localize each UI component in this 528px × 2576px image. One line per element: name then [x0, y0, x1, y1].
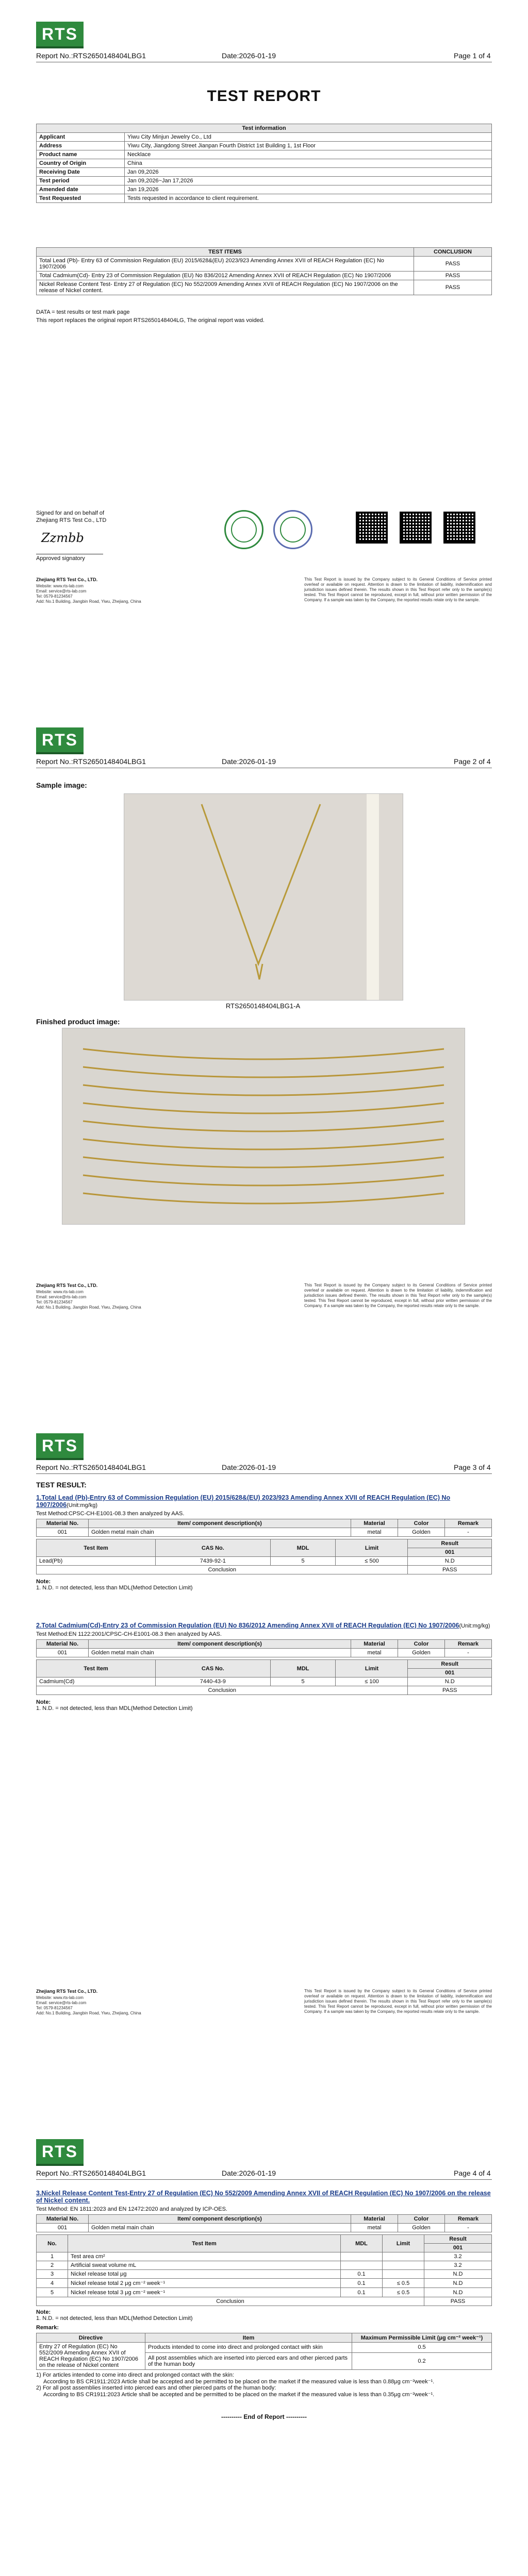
test-items-table — [36, 247, 492, 295]
col-header: Limit — [383, 2235, 424, 2252]
col-header: No. — [37, 2235, 68, 2252]
table-row — [37, 1557, 492, 1566]
test-item: Total Cadmium(Cd)- Entry 23 of Commission Regulation (EU) No 836/2012 Amending Annex XVII of REACH Regulation (EC) No 1907/2006 — [37, 272, 414, 280]
signing-company: Zhejiang RTS Test Co., LTD — [36, 517, 107, 523]
section-1-title: 1.Total Lead (Pb)-Entry 63 of Commission Regulation (EU) 2015/628&(EU) 2023/923 Amending Annex XVII of REACH Regulation (EC) No 1907/2006 — [36, 1494, 451, 1509]
cell: Entry 27 of Regulation (EC) No 552/2009 Amending Annex XVII of REACH Regulation (EC) No 1907/2006 on the release of Nickel content — [37, 2343, 145, 2370]
rts-logo: RTS — [36, 2139, 84, 2164]
report-number: Report No.:RTS2650148404LBG1 — [36, 757, 146, 766]
sample-image-label: Sample image: — [36, 781, 87, 789]
report-date: Date:2026-01-19 — [222, 1463, 276, 1471]
col-header: CAS No. — [156, 1660, 271, 1677]
test-info-table — [36, 124, 492, 203]
report-date: Date:2026-01-19 — [222, 2169, 276, 2177]
col-header: MDL — [270, 1539, 336, 1557]
page-number: Page 2 of 4 — [454, 757, 491, 766]
info-label: Country of Origin — [37, 159, 125, 168]
table-row — [37, 2297, 492, 2306]
cell: 5 — [37, 2288, 68, 2297]
cell: 2 — [37, 2261, 68, 2270]
col-header: Test Item — [37, 1660, 156, 1677]
cell: Nickel release total 2 μg cm⁻² week⁻¹ — [68, 2279, 341, 2288]
cell: Lead(Pb) — [37, 1557, 156, 1566]
result-no: 001 — [424, 2244, 492, 2252]
info-value: Yiwu City Minjun Jewelry Co., Ltd — [125, 133, 492, 142]
section-2-unit: (Unit:mg/kg) — [459, 1623, 490, 1629]
footer-line: Add: No.1 Building, Jiangbin Road, Yiwu, Zhejiang, China — [36, 599, 141, 604]
items-col-header: TEST ITEMS — [37, 248, 414, 257]
ni-result-table — [36, 2234, 492, 2306]
cell: Products intended to come into direct and prolonged contact with skin — [145, 2343, 352, 2353]
table-row — [37, 2270, 492, 2279]
conclusion-label: Conclusion — [37, 1566, 408, 1574]
col-header: Material — [351, 1640, 398, 1649]
cd-material-table — [36, 1639, 492, 1657]
footer-line: Email: service@rts-lab.com — [36, 589, 87, 594]
info-value: Jan 09,2026 — [125, 168, 492, 177]
info-value: Jan 09,2026~Jan 17,2026 — [125, 177, 492, 185]
info-label: Test Requested — [37, 194, 125, 203]
conclusion: PASS — [424, 2297, 492, 2306]
rts-logo: RTS — [36, 727, 84, 752]
report-date: Date:2026-01-19 — [222, 757, 276, 766]
info-label: Address — [37, 142, 125, 150]
table-row — [37, 142, 492, 150]
test-result-section — [36, 1481, 492, 1711]
col-header: Limit — [336, 1660, 408, 1677]
footer-address — [36, 1995, 141, 2016]
section-3-title: 3.Nickel Release Content Test-Entry 27 of Regulation (EC) No 552/2009 Amending Annex XVII of REACH Regulation (EC) No 1907/2006 on the release of Nickel content. — [36, 2190, 491, 2204]
finished-image-label: Finished product image: — [36, 1018, 120, 1026]
disclaimer: This Test Report is issued by the Company subject to its General Conditions of Service printed overleaf or available on request. Attention is drawn to the limitation of liability, indemnification and jurisdiction issues defined therein. The results shown in this Test Report refer only to the sample(s) tested. This Test Report cannot be reproduced, except in full, without prior written permission of the Company. If a sample was taken by the Company, the reported results relate only to the sample. — [304, 1989, 492, 2014]
table-row — [37, 2288, 492, 2297]
accreditation-seal-icon — [273, 510, 312, 549]
cell: ≤ 500 — [336, 1557, 408, 1566]
cell: - — [445, 1649, 492, 1657]
col-header: Item/ component description(s) — [89, 2215, 351, 2224]
cell — [383, 2270, 424, 2279]
note-label: Note: — [36, 2309, 51, 2315]
footer-line: Tel: 0579-81234567 — [36, 594, 73, 599]
table-row — [37, 272, 492, 280]
cell: 5 — [270, 1677, 336, 1686]
cell: N.D — [424, 2270, 492, 2279]
note-line: 1. N.D. = not detected, less than MDL(Method Detection Limit) — [36, 2315, 193, 2321]
signature: Zzmbb — [41, 531, 84, 545]
info-label: Test period — [37, 177, 125, 185]
cell: 0.1 — [341, 2279, 383, 2288]
cell: 1 — [37, 2252, 68, 2261]
cell: Golden — [398, 1649, 445, 1657]
page-number: Page 4 of 4 — [454, 2169, 491, 2177]
remark-label: Remark: — [36, 2325, 59, 2331]
table-row — [37, 257, 492, 272]
seal-icon — [224, 510, 263, 549]
page-number: Page 1 of 4 — [454, 52, 491, 60]
table-row — [37, 2261, 492, 2270]
footer-line: Email: service@rts-lab.com — [36, 2001, 87, 2005]
page-title: TEST REPORT — [207, 88, 321, 105]
cell: Artificial sweat volume mL — [68, 2261, 341, 2270]
table-row — [37, 177, 492, 185]
col-header: Item/ component description(s) — [89, 1640, 351, 1649]
report-date: Date:2026-01-19 — [222, 52, 276, 60]
info-value: Yiwu City, Jiangdong Street Jianpan Fourth District 1st Building 1, 1st Floor — [125, 142, 492, 150]
test-item: Nickel Release Content Test- Entry 27 of Regulation (EC) No 552/2009 Amending Annex XVII of REACH Regulation (EC) No 1907/2006 on the release of Nickel content. — [37, 280, 414, 295]
col-header: Material No. — [37, 1519, 89, 1528]
table-row — [37, 1677, 492, 1686]
note-label: Note: — [36, 1699, 51, 1705]
nickel-section — [36, 2190, 492, 2420]
col-header: CAS No. — [156, 1539, 271, 1557]
conclusion: PASS — [408, 1686, 492, 1695]
cell: 0.1 — [341, 2270, 383, 2279]
cell: Golden metal main chain — [89, 1528, 351, 1537]
cell: 0.1 — [341, 2288, 383, 2297]
footer-line: Email: service@rts-lab.com — [36, 1295, 87, 1299]
col-header: Maximum Permissible Limit (μg cm⁻² week⁻¹) — [352, 2333, 492, 2343]
cell: 7440-43-9 — [156, 1677, 271, 1686]
info-heading: Test information — [37, 124, 492, 133]
approved-signatory: Approved signatory — [36, 554, 103, 562]
cd-result-table — [36, 1659, 492, 1695]
info-label: Applicant — [37, 133, 125, 142]
cell: Test area cm² — [68, 2252, 341, 2261]
footer-line: Website: www.rts-lab.com — [36, 1290, 84, 1294]
disclaimer: This Test Report is issued by the Company subject to its General Conditions of Service printed overleaf or available on request. Attention is drawn to the limitation of liability, indemnification and jurisdiction issues defined therein. The results shown in this Test Report refer only to the sample(s) tested. This Test Report cannot be reproduced, except in full, without prior written permission of the Company. If a sample was taken by the Company, the reported results relate only to the sample. — [304, 577, 492, 602]
section-3-method: Test Method: EN 1811:2023 and EN 12472:2020 and analyzed by ICP-OES. — [36, 2206, 227, 2212]
cell: N.D — [408, 1557, 492, 1566]
remark-line: According to BS CR1911:2023 Article shall be accepted and be permitted to be placed on the market if the measured value is less than 0.35μg cm⁻²week⁻¹. — [43, 2392, 435, 2398]
col-header: Material — [351, 1519, 398, 1528]
header-rule — [36, 2179, 492, 2180]
table-row — [37, 194, 492, 203]
table-row — [37, 185, 492, 194]
necklaces-image — [62, 1028, 465, 1224]
note-line: This report replaces the original report RTS2650148404LG, The original report was voided. — [36, 317, 265, 324]
footer-line: Add: No.1 Building, Jiangbin Road, Yiwu, Zhejiang, China — [36, 2011, 141, 2015]
page-number: Page 3 of 4 — [454, 1463, 491, 1471]
cell: 001 — [37, 1649, 89, 1657]
col-header: Result — [408, 1660, 492, 1669]
cell: - — [445, 1528, 492, 1537]
cell: 7439-92-1 — [156, 1557, 271, 1566]
pb-result-table — [36, 1539, 492, 1574]
note-label: Note: — [36, 1579, 51, 1585]
table-row — [37, 159, 492, 168]
cell: 0.5 — [352, 2343, 492, 2353]
cell: Nickel release total 3 μg cm⁻² week⁻¹ — [68, 2288, 341, 2297]
cell: 001 — [37, 2224, 89, 2232]
section-2-title: 2.Total Cadmium(Cd)-Entry 23 of Commission Regulation (EU) No 836/2012 Amending Annex XVII of REACH Regulation (EC) No 1907/2006 — [36, 1622, 459, 1629]
table-row — [37, 150, 492, 159]
section-2-method: Test Method:EN 1122:2001/CPSC-CH-E1001-08.3 then analyzed by AAS. — [36, 1631, 222, 1637]
col-header: Material — [351, 2215, 398, 2224]
table-row — [37, 2279, 492, 2288]
cell — [383, 2252, 424, 2261]
footer-line: Website: www.rts-lab.com — [36, 1995, 84, 2000]
test-result-heading: TEST RESULT: — [36, 1481, 87, 1489]
cell: N.D — [424, 2288, 492, 2297]
cell — [341, 2252, 383, 2261]
conclusion: PASS — [414, 280, 492, 295]
table-row — [37, 133, 492, 142]
col-header: Remark — [445, 1519, 492, 1528]
col-header: Color — [398, 2215, 445, 2224]
conclusion-label: Conclusion — [37, 2297, 424, 2306]
cell: 5 — [270, 1557, 336, 1566]
qr-code-icon — [400, 512, 432, 544]
sample-caption: RTS2650148404LBG1-A — [225, 1002, 301, 1010]
footer-line: Add: No.1 Building, Jiangbin Road, Yiwu, Zhejiang, China — [36, 1305, 141, 1310]
report-number: Report No.:RTS2650148404LBG1 — [36, 2169, 146, 2177]
col-header: Result — [408, 1539, 492, 1548]
section-1-method: Test Method:CPSC-CH-E1001-08.3 then analyzed by AAS. — [36, 1511, 185, 1517]
table-row — [37, 2224, 492, 2232]
col-header: Test Item — [37, 1539, 156, 1557]
cell: 4 — [37, 2279, 68, 2288]
page-1 — [0, 0, 528, 670]
finished-product-photo — [62, 1028, 465, 1225]
disclaimer: This Test Report is issued by the Company subject to its General Conditions of Service printed overleaf or available on request. Attention is drawn to the limitation of liability, indemnification and jurisdiction issues defined therein. The results shown in this Test Report refer only to the sample(s) tested. This Test Report cannot be reproduced, except in full, without prior written permission of the Company. If a sample was taken by the Company, the reported results relate only to the sample. — [304, 1283, 492, 1308]
page-2 — [0, 706, 528, 1376]
qr-code-icon — [356, 512, 388, 544]
cell: metal — [351, 2224, 398, 2232]
table-row — [37, 2343, 492, 2353]
remark-line: 2) For all post assemblies inserted into pierced ears and other pierced parts of the human body: — [36, 2385, 276, 2391]
footer-company: Zhejiang RTS Test Co., LTD. — [36, 1989, 98, 1994]
footer-company: Zhejiang RTS Test Co., LTD. — [36, 1283, 98, 1288]
cell: Golden metal main chain — [89, 1649, 351, 1657]
col-header: Color — [398, 1519, 445, 1528]
report-number: Report No.:RTS2650148404LBG1 — [36, 52, 146, 60]
footer-line: Website: www.rts-lab.com — [36, 584, 84, 588]
sample-photo — [124, 793, 403, 1001]
col-header: Color — [398, 1640, 445, 1649]
ni-material-table — [36, 2214, 492, 2232]
table-row — [37, 1649, 492, 1657]
rts-logo: RTS — [36, 22, 84, 46]
report-number: Report No.:RTS2650148404LBG1 — [36, 1463, 146, 1471]
conclusion: PASS — [408, 1566, 492, 1574]
info-value: Necklace — [125, 150, 492, 159]
cell — [383, 2261, 424, 2270]
col-header: Remark — [445, 1640, 492, 1649]
info-label: Receiving Date — [37, 168, 125, 177]
col-header: Limit — [336, 1539, 408, 1557]
col-header: Test Item — [68, 2235, 341, 2252]
cell: Nickel release total μg — [68, 2270, 341, 2279]
cell: 001 — [37, 1528, 89, 1537]
cell: All post assemblies which are inserted into pierced ears and other pierced parts of the human body — [145, 2352, 352, 2369]
col-header: Directive — [37, 2333, 145, 2343]
conclusion: PASS — [414, 257, 492, 272]
qr-code-icon — [443, 512, 475, 544]
cell: metal — [351, 1528, 398, 1537]
cell: - — [445, 2224, 492, 2232]
footer-company: Zhejiang RTS Test Co., LTD. — [36, 577, 98, 582]
footer-address — [36, 1290, 141, 1310]
note-line: 1. N.D. = not detected, less than MDL(Method Detection Limit) — [36, 1705, 193, 1711]
end-of-report: ---------- End of Report ---------- — [221, 2413, 307, 2420]
info-value: Jan 19,2026 — [125, 185, 492, 194]
col-header: MDL — [270, 1660, 336, 1677]
col-header: MDL — [341, 2235, 383, 2252]
info-value: Tests requested in accordance to client requirement. — [125, 194, 492, 203]
cell: Cadmium(Cd) — [37, 1677, 156, 1686]
info-label: Amended date — [37, 185, 125, 194]
remark-line: According to BS CR1911:2023 Article shall be accepted and be permitted to be placed on the market if the measured value is less than 0.88μg cm⁻²week⁻¹. — [43, 2379, 435, 2385]
remark-line: 1) For articles intended to come into direct and prolonged contact with the skin: — [36, 2372, 234, 2378]
footer-line: Tel: 0579-81234567 — [36, 2006, 73, 2010]
col-header: Material No. — [37, 2215, 89, 2224]
directive-table — [36, 2333, 492, 2370]
cell: 3 — [37, 2270, 68, 2279]
info-label: Product name — [37, 150, 125, 159]
col-header: Item — [145, 2333, 352, 2343]
page-3 — [0, 1412, 528, 2081]
cell: 3.2 — [424, 2261, 492, 2270]
cell: 3.2 — [424, 2252, 492, 2261]
col-header: Remark — [445, 2215, 492, 2224]
section-1-unit: (Unit:mg/kg) — [67, 1502, 97, 1509]
result-no: 001 — [408, 1669, 492, 1677]
signed-label: Signed for and on behalf of — [36, 510, 105, 516]
footer-address — [36, 584, 141, 604]
table-row — [37, 168, 492, 177]
cell: ≤ 0.5 — [383, 2288, 424, 2297]
info-value: China — [125, 159, 492, 168]
table-row — [37, 1686, 492, 1695]
cell: metal — [351, 1649, 398, 1657]
cell: N.D — [408, 1677, 492, 1686]
table-row — [37, 1528, 492, 1537]
header-rule — [36, 1473, 492, 1474]
result-no: 001 — [408, 1548, 492, 1557]
cell: N.D — [424, 2279, 492, 2288]
table-row — [37, 2252, 492, 2261]
cell: ≤ 0.5 — [383, 2279, 424, 2288]
footer-line: Tel: 0579-81234567 — [36, 1300, 73, 1304]
rts-logo: RTS — [36, 1433, 84, 1458]
test-item: Total Lead (Pb)- Entry 63 of Commission Regulation (EU) 2015/628&(EU) 2023/923 Amending Annex XVII of REACH Regulation (EC) No 1907/2006 — [37, 257, 414, 272]
note-line: 1. N.D. = not detected, less than MDL(Method Detection Limit) — [36, 1585, 193, 1591]
necklace-image — [124, 794, 403, 1000]
conclusion-col-header: CONCLUSION — [414, 248, 492, 257]
cell: ≤ 100 — [336, 1677, 408, 1686]
conclusion: PASS — [414, 272, 492, 280]
table-row — [37, 1566, 492, 1574]
col-header: Item/ component description(s) — [89, 1519, 351, 1528]
col-header: Result — [424, 2235, 492, 2244]
table-row — [37, 280, 492, 295]
cell — [341, 2261, 383, 2270]
col-header: Material No. — [37, 1640, 89, 1649]
pb-material-table — [36, 1519, 492, 1537]
cell: Golden metal main chain — [89, 2224, 351, 2232]
page-4 — [0, 2117, 528, 2576]
note-line: DATA = test results or test mark page — [36, 309, 130, 315]
cell: Golden — [398, 1528, 445, 1537]
conclusion-label: Conclusion — [37, 1686, 408, 1695]
cell: Golden — [398, 2224, 445, 2232]
cell: 0.2 — [352, 2352, 492, 2369]
